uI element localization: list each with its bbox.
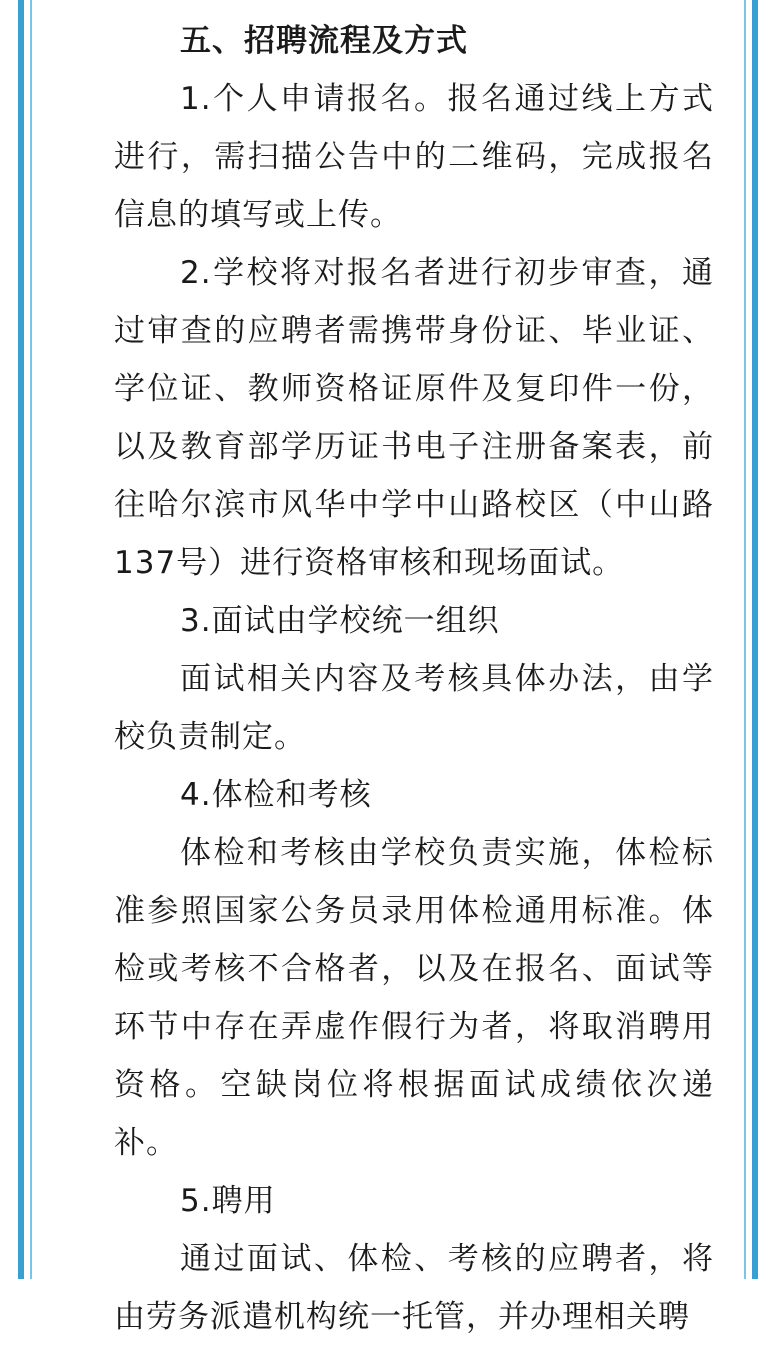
paragraph-employment: 通过面试、体检、考核的应聘者，将由劳务派遣机构统一托管，并办理相关聘 xyxy=(114,1241,714,1335)
right-border-decoration xyxy=(752,0,758,1279)
left-border-decoration xyxy=(18,0,24,1279)
paragraph-step-1: 1.个人申请报名。报名通过线上方式进行，需扫描公告中的二维码，完成报名信息的填写或上传。 xyxy=(114,81,714,233)
left-border-decoration-inner xyxy=(30,0,32,1279)
heading-step-3: 3.面试由学校统一组织 xyxy=(180,603,500,639)
paragraph-medical-check: 体检和考核由学校负责实施，体检标准参照国家公务员录用体检通用标准。体检或考核不合格者，以及在报名、面试等环节中存在弄虚作假行为者，将取消聘用资格。空缺岗位将根据面试成绩依次递补。 xyxy=(114,835,714,1161)
heading-step-4: 4.体检和考核 xyxy=(180,777,372,813)
right-border-decoration-inner xyxy=(744,0,746,1279)
heading-step-5: 5.聘用 xyxy=(180,1183,276,1219)
section-title: 五、招聘流程及方式 xyxy=(180,23,468,59)
paragraph-step-2: 2.学校将对报名者进行初步审查，通过审查的应聘者需携带身份证、毕业证、学位证、教师资格证原件及复印件一份，以及教育部学历证书电子注册备案表，前往哈尔滨市风华中学中山路校区（中山路137号）进行资格审核和现场面试。 xyxy=(114,255,714,581)
paragraph-interview: 面试相关内容及考核具体办法，由学校负责制定。 xyxy=(114,661,714,755)
article-body xyxy=(114,12,714,1346)
